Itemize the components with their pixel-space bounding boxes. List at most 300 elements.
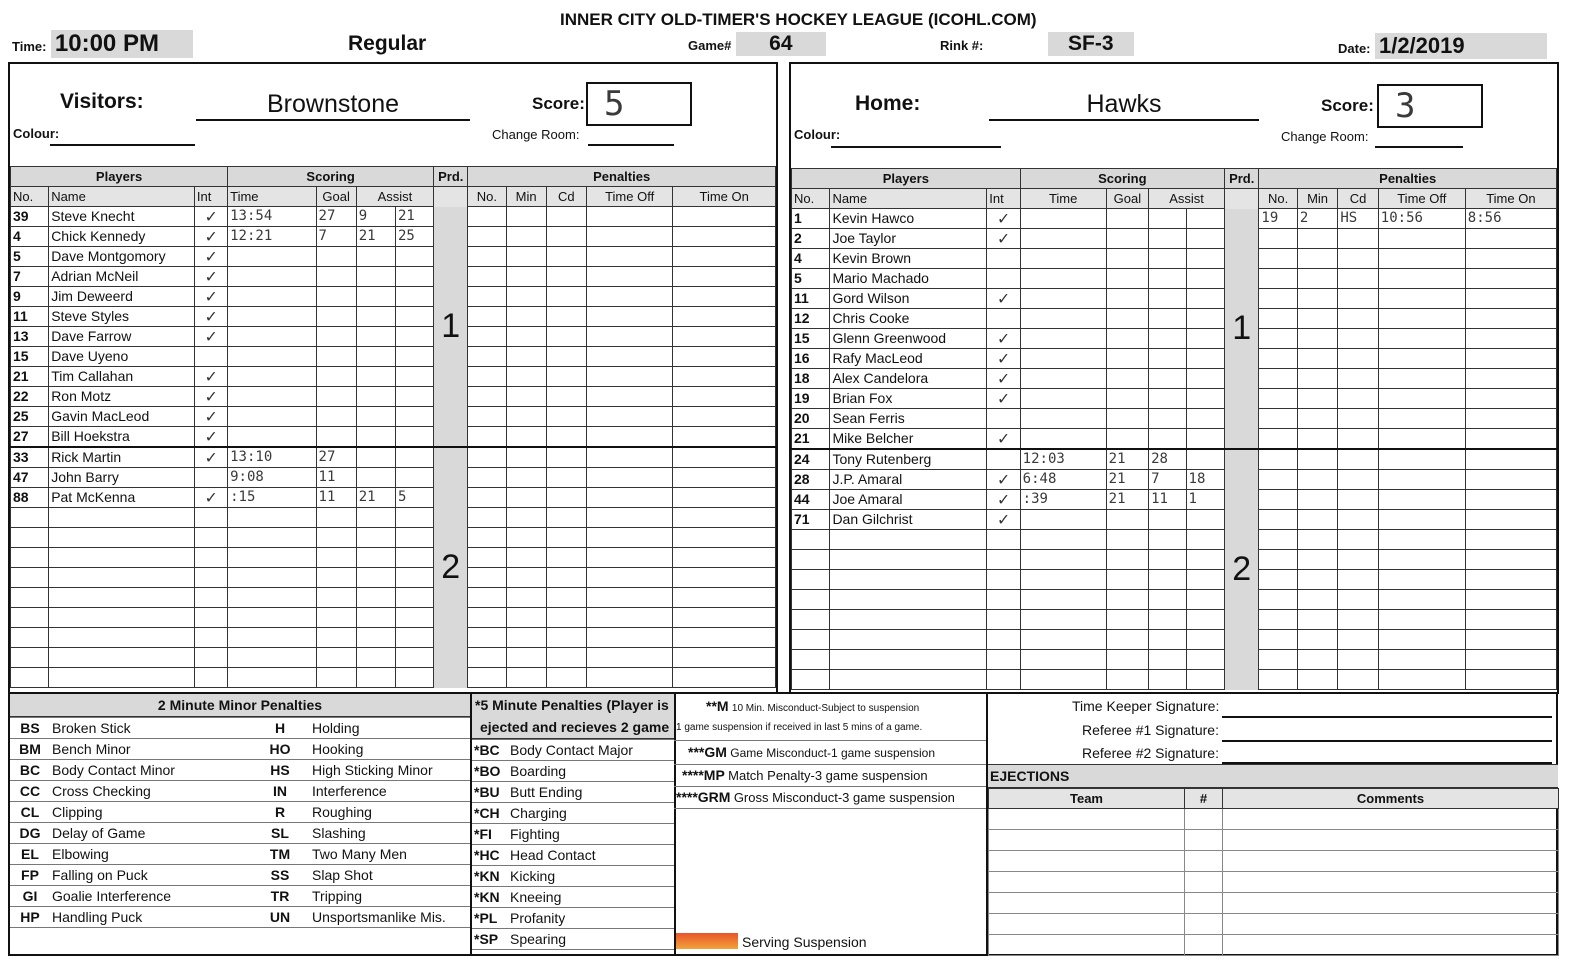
pen-minutes[interactable]	[506, 227, 546, 247]
pen-time-off[interactable]	[586, 488, 672, 508]
ejection-cell[interactable]	[1185, 830, 1223, 851]
goal-time[interactable]	[228, 347, 316, 367]
assist-1[interactable]: 9	[356, 207, 395, 227]
assist-1[interactable]	[356, 247, 395, 267]
pen-minutes[interactable]	[1297, 389, 1337, 409]
pen-code[interactable]	[546, 387, 586, 407]
int-check[interactable]	[987, 449, 1020, 470]
int-check[interactable]: ✓	[194, 207, 227, 227]
pen-number[interactable]	[1259, 289, 1297, 309]
player-number[interactable]	[792, 670, 830, 690]
ejection-cell[interactable]	[1185, 893, 1223, 914]
assist-1[interactable]	[356, 608, 395, 628]
pen-time-off[interactable]	[586, 468, 672, 488]
goal-scorer[interactable]	[316, 648, 356, 668]
pen-number[interactable]	[1259, 470, 1297, 490]
goal-time[interactable]: :15	[228, 488, 316, 508]
player-name[interactable]: Dave Farrow	[49, 327, 195, 347]
ejection-cell[interactable]	[989, 914, 1185, 935]
assist-1[interactable]	[1149, 249, 1186, 269]
assist-1[interactable]	[1149, 429, 1186, 450]
player-number[interactable]	[11, 608, 49, 628]
goal-time[interactable]	[1020, 229, 1106, 249]
assist-2[interactable]: 21	[395, 207, 433, 227]
player-number[interactable]	[792, 610, 830, 630]
player-name[interactable]: Glenn Greenwood	[830, 329, 987, 349]
pen-time-off[interactable]	[1378, 249, 1465, 269]
player-name[interactable]: Alex Candelora	[830, 369, 987, 389]
player-name[interactable]: Chick Kennedy	[49, 227, 195, 247]
pen-number[interactable]	[468, 447, 506, 468]
assist-1[interactable]	[356, 407, 395, 427]
pen-code[interactable]	[1338, 650, 1378, 670]
goal-scorer[interactable]	[1106, 249, 1148, 269]
goal-scorer[interactable]	[1106, 590, 1148, 610]
assist-2[interactable]	[1186, 269, 1224, 289]
int-check[interactable]	[194, 508, 227, 528]
goal-time[interactable]	[1020, 249, 1106, 269]
assist-1[interactable]	[356, 307, 395, 327]
pen-minutes[interactable]	[1297, 530, 1337, 550]
goal-scorer[interactable]	[316, 427, 356, 448]
ejection-cell[interactable]	[1223, 809, 1559, 830]
pen-number[interactable]	[1259, 590, 1297, 610]
player-number[interactable]: 20	[792, 409, 830, 429]
goal-scorer[interactable]	[316, 407, 356, 427]
goal-scorer[interactable]: 27	[316, 447, 356, 468]
int-check[interactable]	[987, 550, 1020, 570]
pen-time-on[interactable]	[1465, 329, 1556, 349]
assist-1[interactable]: 7	[1149, 470, 1186, 490]
assist-1[interactable]	[1149, 650, 1186, 670]
int-check[interactable]	[987, 409, 1020, 429]
assist-1[interactable]	[1149, 510, 1186, 530]
player-name[interactable]: J.P. Amaral	[830, 470, 987, 490]
pen-time-off[interactable]	[586, 628, 672, 648]
assist-1[interactable]	[356, 528, 395, 548]
pen-time-on[interactable]: 8:56	[1465, 209, 1556, 229]
goal-scorer[interactable]: 21	[1106, 470, 1148, 490]
assist-1[interactable]	[356, 327, 395, 347]
assist-1[interactable]	[356, 347, 395, 367]
assist-2[interactable]	[395, 528, 433, 548]
goal-scorer[interactable]	[1106, 570, 1148, 590]
player-name[interactable]	[49, 548, 195, 568]
assist-1[interactable]	[356, 668, 395, 688]
ejection-cell[interactable]	[989, 935, 1185, 956]
pen-number[interactable]	[1259, 269, 1297, 289]
goal-time[interactable]	[228, 247, 316, 267]
pen-time-off[interactable]	[586, 588, 672, 608]
int-check[interactable]	[194, 347, 227, 367]
goal-time[interactable]	[228, 387, 316, 407]
pen-time-off[interactable]	[1378, 670, 1465, 690]
pen-code[interactable]	[546, 488, 586, 508]
pen-number[interactable]	[468, 387, 506, 407]
pen-code[interactable]	[1338, 550, 1378, 570]
assist-2[interactable]	[395, 287, 433, 307]
goal-time[interactable]	[1020, 510, 1106, 530]
goal-scorer[interactable]	[316, 307, 356, 327]
int-check[interactable]: ✓	[194, 307, 227, 327]
player-number[interactable]: 4	[792, 249, 830, 269]
pen-number[interactable]	[1259, 570, 1297, 590]
pen-minutes[interactable]	[506, 588, 546, 608]
goal-scorer[interactable]	[1106, 670, 1148, 690]
pen-code[interactable]	[1338, 610, 1378, 630]
pen-time-off[interactable]	[1378, 229, 1465, 249]
player-number[interactable]: 5	[11, 247, 49, 267]
goal-time[interactable]: 6:48	[1020, 470, 1106, 490]
pen-code[interactable]	[546, 247, 586, 267]
assist-2[interactable]	[1186, 289, 1224, 309]
assist-1[interactable]	[1149, 329, 1186, 349]
player-number[interactable]: 47	[11, 468, 49, 488]
assist-1[interactable]	[356, 508, 395, 528]
pen-minutes[interactable]	[1297, 269, 1337, 289]
pen-minutes[interactable]	[506, 287, 546, 307]
pen-minutes[interactable]	[1297, 289, 1337, 309]
goal-scorer[interactable]	[316, 287, 356, 307]
goal-scorer[interactable]	[316, 628, 356, 648]
assist-2[interactable]: 5	[395, 488, 433, 508]
pen-time-on[interactable]	[673, 387, 776, 407]
goal-scorer[interactable]	[1106, 229, 1148, 249]
goal-time[interactable]	[1020, 590, 1106, 610]
assist-1[interactable]	[356, 628, 395, 648]
int-check[interactable]	[194, 588, 227, 608]
pen-code[interactable]	[1338, 249, 1378, 269]
int-check[interactable]	[194, 568, 227, 588]
pen-number[interactable]	[468, 247, 506, 267]
assist-1[interactable]: 11	[1149, 490, 1186, 510]
pen-number[interactable]	[468, 488, 506, 508]
assist-1[interactable]: 28	[1149, 449, 1186, 470]
assist-2[interactable]	[1186, 249, 1224, 269]
pen-number[interactable]	[468, 548, 506, 568]
goal-scorer[interactable]	[316, 548, 356, 568]
pen-time-on[interactable]	[673, 488, 776, 508]
player-number[interactable]	[792, 630, 830, 650]
ejection-cell[interactable]	[989, 872, 1185, 893]
assist-1[interactable]	[1149, 269, 1186, 289]
pen-time-off[interactable]	[1378, 449, 1465, 470]
int-check[interactable]	[987, 309, 1020, 329]
int-check[interactable]: ✓	[194, 367, 227, 387]
int-check[interactable]: ✓	[194, 427, 227, 448]
player-number[interactable]: 5	[792, 269, 830, 289]
pen-time-on[interactable]	[673, 347, 776, 367]
player-number[interactable]: 15	[792, 329, 830, 349]
goal-time[interactable]	[228, 608, 316, 628]
player-number[interactable]	[11, 508, 49, 528]
assist-1[interactable]	[356, 648, 395, 668]
pen-time-off[interactable]	[586, 307, 672, 327]
player-name[interactable]: Adrian McNeil	[49, 267, 195, 287]
pen-time-off[interactable]	[586, 207, 672, 227]
pen-time-on[interactable]	[1465, 550, 1556, 570]
player-name[interactable]: Tim Callahan	[49, 367, 195, 387]
pen-time-on[interactable]	[1465, 490, 1556, 510]
goal-time[interactable]	[228, 267, 316, 287]
ejection-cell[interactable]	[1223, 830, 1559, 851]
int-check[interactable]	[194, 628, 227, 648]
pen-number[interactable]	[1259, 429, 1297, 450]
pen-time-on[interactable]	[1465, 570, 1556, 590]
assist-1[interactable]	[1149, 369, 1186, 389]
pen-code[interactable]	[1338, 630, 1378, 650]
goal-scorer[interactable]: 7	[316, 227, 356, 247]
player-name[interactable]: Ron Motz	[49, 387, 195, 407]
assist-2[interactable]	[1186, 409, 1224, 429]
pen-time-on[interactable]	[1465, 650, 1556, 670]
int-check[interactable]	[194, 668, 227, 688]
pen-time-off[interactable]	[1378, 329, 1465, 349]
pen-number[interactable]	[468, 668, 506, 688]
goal-time[interactable]: 12:21	[228, 227, 316, 247]
pen-minutes[interactable]	[1297, 249, 1337, 269]
assist-1[interactable]	[1149, 409, 1186, 429]
pen-minutes[interactable]	[1297, 610, 1337, 630]
pen-time-off[interactable]	[1378, 269, 1465, 289]
ejection-cell[interactable]	[1223, 851, 1559, 872]
player-name[interactable]	[830, 630, 987, 650]
pen-minutes[interactable]	[506, 668, 546, 688]
player-number[interactable]: 21	[11, 367, 49, 387]
pen-time-on[interactable]	[673, 468, 776, 488]
player-name[interactable]: Sean Ferris	[830, 409, 987, 429]
ejection-cell[interactable]	[1223, 872, 1559, 893]
player-number[interactable]	[792, 590, 830, 610]
goal-scorer[interactable]	[1106, 510, 1148, 530]
player-name[interactable]	[49, 628, 195, 648]
pen-time-off[interactable]	[586, 327, 672, 347]
pen-number[interactable]	[468, 468, 506, 488]
pen-number[interactable]	[1259, 510, 1297, 530]
player-name[interactable]: Dave Montgomory	[49, 247, 195, 267]
pen-code[interactable]	[1338, 389, 1378, 409]
pen-time-on[interactable]	[673, 207, 776, 227]
player-name[interactable]: Dave Uyeno	[49, 347, 195, 367]
assist-2[interactable]	[395, 548, 433, 568]
player-name[interactable]: Pat McKenna	[49, 488, 195, 508]
pen-time-on[interactable]	[1465, 470, 1556, 490]
int-check[interactable]: ✓	[987, 329, 1020, 349]
player-number[interactable]: 28	[792, 470, 830, 490]
pen-code[interactable]	[546, 528, 586, 548]
ejection-cell[interactable]	[989, 830, 1185, 851]
pen-minutes[interactable]	[1297, 229, 1337, 249]
pen-minutes[interactable]	[1297, 409, 1337, 429]
goal-scorer[interactable]	[316, 267, 356, 287]
pen-time-on[interactable]	[673, 247, 776, 267]
pen-time-off[interactable]	[586, 267, 672, 287]
pen-number[interactable]	[468, 628, 506, 648]
assist-2[interactable]	[395, 668, 433, 688]
pen-time-off[interactable]	[1378, 490, 1465, 510]
pen-code[interactable]	[1338, 470, 1378, 490]
pen-code[interactable]	[1338, 590, 1378, 610]
pen-time-on[interactable]	[673, 568, 776, 588]
pen-time-on[interactable]	[1465, 269, 1556, 289]
int-check[interactable]	[987, 610, 1020, 630]
assist-2[interactable]	[1186, 309, 1224, 329]
goal-scorer[interactable]	[1106, 550, 1148, 570]
player-number[interactable]: 13	[11, 327, 49, 347]
assist-1[interactable]	[1149, 590, 1186, 610]
assist-2[interactable]	[1186, 550, 1224, 570]
pen-time-off[interactable]	[586, 247, 672, 267]
pen-time-on[interactable]	[1465, 610, 1556, 630]
int-check[interactable]	[987, 670, 1020, 690]
assist-1[interactable]	[356, 548, 395, 568]
pen-code[interactable]	[1338, 349, 1378, 369]
player-number[interactable]: 16	[792, 349, 830, 369]
player-number[interactable]: 2	[792, 229, 830, 249]
assist-2[interactable]	[1186, 650, 1224, 670]
pen-time-off[interactable]	[586, 347, 672, 367]
pen-number[interactable]	[1259, 309, 1297, 329]
assist-2[interactable]	[1186, 349, 1224, 369]
int-check[interactable]: ✓	[987, 369, 1020, 389]
pen-number[interactable]	[468, 227, 506, 247]
pen-minutes[interactable]	[506, 568, 546, 588]
pen-code[interactable]	[1338, 229, 1378, 249]
pen-code[interactable]	[546, 508, 586, 528]
goal-time[interactable]	[1020, 349, 1106, 369]
player-name[interactable]: Gord Wilson	[830, 289, 987, 309]
pen-time-on[interactable]	[673, 508, 776, 528]
goal-scorer[interactable]	[316, 347, 356, 367]
player-number[interactable]: 27	[11, 427, 49, 448]
assist-2[interactable]	[1186, 630, 1224, 650]
assist-1[interactable]	[1149, 630, 1186, 650]
pen-minutes[interactable]	[1297, 329, 1337, 349]
assist-2[interactable]	[395, 387, 433, 407]
assist-2[interactable]	[1186, 610, 1224, 630]
pen-time-off[interactable]	[586, 528, 672, 548]
player-name[interactable]	[49, 568, 195, 588]
pen-code[interactable]	[1338, 670, 1378, 690]
pen-minutes[interactable]	[1297, 349, 1337, 369]
pen-time-on[interactable]	[1465, 409, 1556, 429]
player-number[interactable]: 22	[11, 387, 49, 407]
pen-number[interactable]	[468, 588, 506, 608]
pen-number[interactable]	[468, 427, 506, 448]
player-number[interactable]	[792, 550, 830, 570]
goal-scorer[interactable]	[316, 568, 356, 588]
pen-minutes[interactable]	[1297, 309, 1337, 329]
goal-scorer[interactable]	[1106, 369, 1148, 389]
pen-minutes[interactable]	[506, 427, 546, 448]
assist-2[interactable]	[1186, 209, 1224, 229]
player-name[interactable]	[49, 508, 195, 528]
player-number[interactable]: 1	[792, 209, 830, 229]
pen-code[interactable]	[546, 347, 586, 367]
player-number[interactable]: 15	[11, 347, 49, 367]
pen-minutes[interactable]	[506, 327, 546, 347]
player-number[interactable]: 39	[11, 207, 49, 227]
pen-minutes[interactable]	[506, 387, 546, 407]
goal-time[interactable]	[1020, 389, 1106, 409]
player-number[interactable]: 24	[792, 449, 830, 470]
pen-minutes[interactable]	[506, 347, 546, 367]
pen-time-off[interactable]: 10:56	[1378, 209, 1465, 229]
pen-code[interactable]: HS	[1338, 209, 1378, 229]
pen-minutes[interactable]	[1297, 510, 1337, 530]
goal-time[interactable]	[228, 548, 316, 568]
int-check[interactable]: ✓	[194, 387, 227, 407]
pen-minutes[interactable]	[506, 307, 546, 327]
int-check[interactable]: ✓	[194, 488, 227, 508]
goal-time[interactable]: 12:03	[1020, 449, 1106, 470]
ejection-cell[interactable]	[989, 809, 1185, 830]
player-number[interactable]: 88	[11, 488, 49, 508]
pen-time-on[interactable]	[1465, 670, 1556, 690]
player-name[interactable]: Brian Fox	[830, 389, 987, 409]
pen-code[interactable]	[546, 548, 586, 568]
pen-time-off[interactable]	[1378, 510, 1465, 530]
assist-1[interactable]	[356, 588, 395, 608]
goal-time[interactable]	[1020, 610, 1106, 630]
ejection-cell[interactable]	[1223, 893, 1559, 914]
pen-number[interactable]	[468, 367, 506, 387]
goal-time[interactable]	[1020, 670, 1106, 690]
pen-time-on[interactable]	[1465, 309, 1556, 329]
goal-time[interactable]	[228, 528, 316, 548]
assist-1[interactable]	[1149, 670, 1186, 690]
goal-scorer[interactable]	[1106, 429, 1148, 450]
int-check[interactable]	[194, 468, 227, 488]
pen-time-on[interactable]	[1465, 369, 1556, 389]
int-check[interactable]: ✓	[987, 209, 1020, 229]
int-check[interactable]	[194, 528, 227, 548]
player-number[interactable]: 12	[792, 309, 830, 329]
goal-scorer[interactable]	[1106, 530, 1148, 550]
pen-number[interactable]	[1259, 349, 1297, 369]
player-number[interactable]: 11	[11, 307, 49, 327]
assist-1[interactable]	[1149, 389, 1186, 409]
pen-number[interactable]	[1259, 409, 1297, 429]
goal-scorer[interactable]	[1106, 309, 1148, 329]
pen-code[interactable]	[1338, 510, 1378, 530]
pen-time-on[interactable]	[673, 287, 776, 307]
int-check[interactable]: ✓	[194, 447, 227, 468]
goal-time[interactable]	[1020, 269, 1106, 289]
pen-time-on[interactable]	[673, 648, 776, 668]
int-check[interactable]: ✓	[194, 407, 227, 427]
player-name[interactable]	[830, 650, 987, 670]
goal-scorer[interactable]	[1106, 630, 1148, 650]
pen-time-off[interactable]	[586, 407, 672, 427]
pen-code[interactable]	[1338, 530, 1378, 550]
ejection-cell[interactable]	[989, 851, 1185, 872]
goal-time[interactable]: 9:08	[228, 468, 316, 488]
goal-time[interactable]	[228, 508, 316, 528]
player-name[interactable]: John Barry	[49, 468, 195, 488]
player-name[interactable]	[49, 648, 195, 668]
int-check[interactable]: ✓	[987, 289, 1020, 309]
pen-time-on[interactable]	[1465, 630, 1556, 650]
assist-2[interactable]	[395, 247, 433, 267]
assist-2[interactable]	[1186, 429, 1224, 450]
pen-time-on[interactable]	[1465, 530, 1556, 550]
assist-1[interactable]	[1149, 570, 1186, 590]
pen-time-on[interactable]	[673, 588, 776, 608]
goal-time[interactable]	[228, 668, 316, 688]
player-number[interactable]	[11, 668, 49, 688]
goal-scorer[interactable]	[1106, 409, 1148, 429]
